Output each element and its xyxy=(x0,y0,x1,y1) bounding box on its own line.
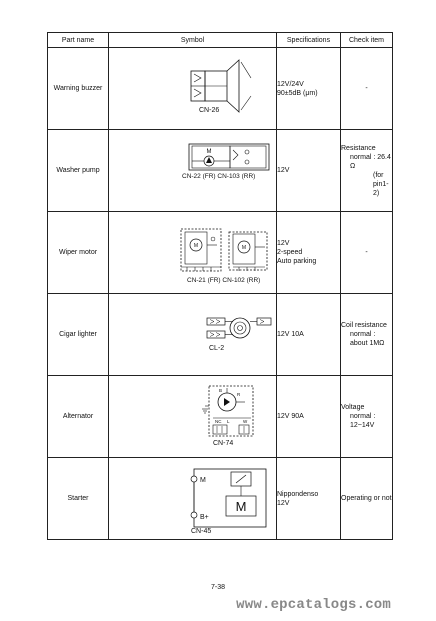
check-line: normal : 12~14V xyxy=(350,413,376,429)
check-line: Voltage xyxy=(341,404,365,411)
connector-label: CN-26 xyxy=(199,107,220,114)
pin-label-b: B xyxy=(219,388,223,393)
symbol-wiper-motor xyxy=(109,212,277,294)
symbol-starter xyxy=(109,458,277,540)
spec-wiper-motor xyxy=(277,212,341,294)
header-specifications: Specifications xyxy=(277,33,341,48)
terminal-label-m: M xyxy=(200,477,206,484)
wiper-motor-symbol-icon xyxy=(109,212,277,293)
spec-starter xyxy=(277,458,341,540)
spec-line: Auto parking xyxy=(277,258,317,265)
header-symbol: Symbol xyxy=(109,33,277,48)
check-wiper-motor: - xyxy=(341,212,393,294)
svg-text:M: M xyxy=(193,243,199,249)
check-cigar-lighter xyxy=(341,294,393,376)
spec-warning-buzzer xyxy=(277,48,341,130)
spec-cigar-lighter: 12V 10A xyxy=(277,294,341,376)
table-row xyxy=(48,294,393,376)
part-name-warning-buzzer: Warning buzzer xyxy=(48,48,109,130)
connector-label: CN-22 (FR) CN-103 (RR) xyxy=(182,173,256,180)
spec-line: Nippondenso xyxy=(277,490,319,498)
pin-label-nc: NC xyxy=(215,419,222,424)
check-line: (for pin1-2) xyxy=(373,171,389,197)
table-row xyxy=(48,212,393,294)
terminal-label-b-plus: B+ xyxy=(200,514,209,521)
check-line: normal : about 1MΩ xyxy=(350,331,385,347)
parts-table xyxy=(47,32,393,540)
part-name-wiper-motor: Wiper motor xyxy=(48,212,109,294)
table-row xyxy=(48,48,393,130)
cigar-lighter-symbol-icon xyxy=(109,294,277,375)
check-line: normal : 26.4 Ω xyxy=(350,153,391,170)
connector-label: CN-45 xyxy=(191,528,212,535)
spec-line: 90±5dB (μm) xyxy=(277,89,318,97)
spec-washer-pump: 12V xyxy=(277,130,341,212)
check-washer-pump xyxy=(341,130,393,212)
connector-label: CN-21 (FR) CN-102 (RR) xyxy=(187,277,261,284)
check-warning-buzzer: - xyxy=(341,48,393,130)
symbol-cigar-lighter xyxy=(109,294,277,376)
table-row xyxy=(48,376,393,458)
part-name-alternator: Alternator xyxy=(48,376,109,458)
table-row xyxy=(48,458,393,540)
check-alternator xyxy=(341,376,393,458)
washer-pump-symbol-icon xyxy=(109,130,277,211)
part-name-cigar-lighter: Cigar lighter xyxy=(48,294,109,376)
symbol-alternator xyxy=(109,376,277,458)
pin-label-r: R xyxy=(237,392,241,397)
spec-line: 12V xyxy=(277,499,290,507)
check-line: Resistance xyxy=(341,144,376,152)
alternator-symbol-icon xyxy=(109,376,277,457)
header-check-item: Check item xyxy=(341,33,393,48)
spec-line: 12V/24V xyxy=(277,80,304,88)
header-part-name: Part name xyxy=(48,33,109,48)
connector-label: CL-2 xyxy=(209,345,225,352)
pin-label-w: W xyxy=(243,419,248,424)
check-line: Coil resistance xyxy=(341,322,387,329)
part-name-starter: Starter xyxy=(48,458,109,540)
spec-alternator: 12V 90A xyxy=(277,376,341,458)
buzzer-symbol-icon xyxy=(109,48,277,129)
check-starter: Operating or not xyxy=(341,458,393,540)
spec-line: 2-speed xyxy=(277,249,303,256)
motor-box-label: M xyxy=(235,499,247,514)
symbol-warning-buzzer xyxy=(109,48,277,130)
pin-label-l: L xyxy=(227,419,230,424)
symbol-washer-pump xyxy=(109,130,277,212)
table-row xyxy=(48,130,393,212)
starter-symbol-icon xyxy=(109,458,277,539)
svg-text:M: M xyxy=(241,245,247,251)
connector-label: CN-74 xyxy=(213,440,234,447)
watermark: www.epcatalogs.com xyxy=(236,597,391,613)
table-header-row xyxy=(48,33,393,48)
svg-text:M: M xyxy=(206,149,212,155)
part-name-washer-pump: Washer pump xyxy=(48,130,109,212)
page-number: 7-38 xyxy=(210,584,225,591)
spec-line: 12V xyxy=(277,240,290,247)
